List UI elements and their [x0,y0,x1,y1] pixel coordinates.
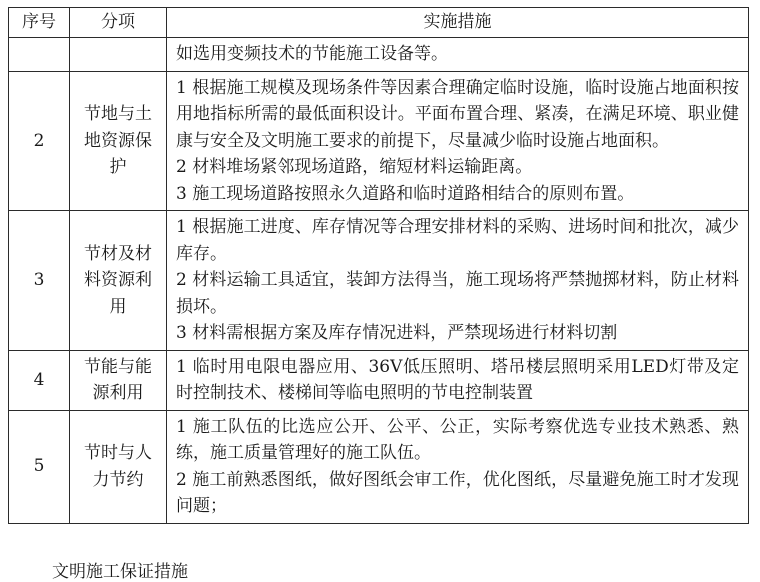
measure-item: 3 材料需根据方案及库存情况进料，严禁现场进行材料切割 [176,323,618,343]
continuation-text: 如选用变频技术的节能施工设备等。 [176,44,448,64]
measures-table [8,7,749,524]
section-heading-partial: 文明施工保证措施 [52,562,188,582]
measure-item: 1 临时用电限电器应用、36V低压照明、塔吊楼层照明采用LED灯带及定时控制技术、楼梯间等临电照明的节电控制装置 [176,356,739,403]
measure-item: 1 施工队伍的比选应公开、公平、公正，实际考察优选专业技术熟悉、熟练，施工质量管理好的施工队伍。 [176,416,739,463]
measure-item: 2 材料堆场紧邻现场道路，缩短材料运输距离。 [176,157,533,177]
row-measures [167,211,749,351]
measure-item: 2 材料运输工具适宜，装卸方法得当，施工现场将严禁抛掷材料，防止材料损坏。 [176,270,739,317]
cell-index-empty [9,38,70,72]
cell-category-empty [70,38,167,72]
cell-continuation-text [167,38,749,72]
row-measures [167,410,749,523]
table-row-continuation [9,38,749,72]
header-index: 序号 [9,8,70,38]
row-index: 2 [9,71,70,211]
row-category: 节地与土地资源保护 [70,71,167,211]
row-index: 5 [9,410,70,523]
table-row [9,211,749,351]
header-category: 分项 [70,8,167,38]
table-row [9,410,749,523]
table-row [9,350,749,410]
table-header-row [9,8,749,38]
row-category: 节能与能源利用 [70,350,167,410]
header-measures: 实施措施 [167,8,749,38]
measure-item: 2 施工前熟悉图纸，做好图纸会审工作，优化图纸，尽量避免施工时才发现问题； [176,469,739,516]
measure-item: 1 根据施工规模及现场条件等因素合理确定临时设施，临时设施占地面积按用地指标所需的最低面积设计。平面布置合理、紧凑，在满足环境、职业健康与安全及文明施工要求的前提下，尽量减少临时设施占地面积。 [176,77,739,151]
row-category: 节时与人力节约 [70,410,167,523]
measure-item: 3 施工现场道路按照永久道路和临时道路相结合的原则布置。 [176,183,635,204]
row-measures [167,350,749,410]
row-index: 4 [9,350,70,410]
row-category: 节材及材料资源利用 [70,211,167,351]
measure-item: 1 根据施工进度、库存情况等合理安排材料的采购、进场时间和批次，减少库存。 [176,217,739,264]
table-row [9,71,749,211]
row-measures [167,71,749,211]
row-index: 3 [9,211,70,351]
